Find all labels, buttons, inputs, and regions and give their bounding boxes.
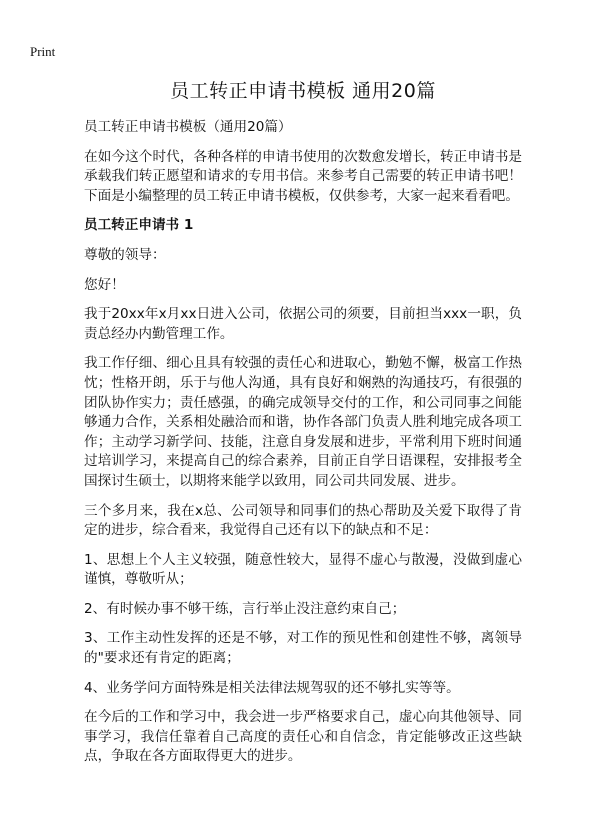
print-link[interactable]: Print — [30, 44, 56, 59]
body-paragraph: 在今后的工作和学习中，我会进一步严格要求自己，虚心向其他领导、同事学习，我信任靠着自己高度的责任心和自信念，肯定能够改正这些缺点，争取在各方面取得更大的进步。 — [84, 709, 522, 765]
salutation: 尊敬的领导： — [84, 246, 166, 263]
body-paragraph: 我工作仔细、细心且具有较强的责任心和进取心，勤勉不懈，极富工作热忱；性格开朗，乐于与他人沟通，具有良好和娴熟的沟通技巧，有很强的团队协作实力；责任感强，的确完成领导交付的工作，和公司同事之间能够通力合作，关系相处融洽而和谐，协作各部门负责人胜利地完成各项工作；主动学习新学问、技能，注意自身发展和进步，平常利用下班时间通过培训学习，来提高自己的综合素养，目前正自学日语课程，安排报考全国探讨生硕士，以期将来能学以致用，同公司共同发展、进步。 — [84, 355, 522, 489]
list-item: 3、工作主动性发挥的还是不够，对工作的预见性和创建性不够，离领导的"要求还有肯定的距离； — [84, 630, 522, 667]
subtitle: 员工转正申请书模板（通用20篇） — [84, 119, 292, 135]
body-paragraph: 三个多月来，我在x总、公司领导和同事们的热心帮助及关爱下取得了肯定的进步，综合看来，我觉得自己还有以下的缺点和不足： — [84, 502, 522, 539]
list-item: 2、有时候办事不够干练，言行举止没注意约束自己； — [84, 600, 406, 617]
document-body — [84, 78, 522, 777]
greeting: 您好！ — [84, 276, 125, 293]
list-item: 4、业务学问方面特殊是相关法律法规驾驭的还不够扎实等等。 — [84, 679, 460, 696]
body-paragraph: 我于20xx年x月xx日进入公司，依据公司的须要，目前担当xxx一职，负责总经办内勤管理工作。 — [84, 306, 522, 342]
list-item: 1、思想上个人主义较强，随意性较大，显得不虚心与散漫，没做到虚心谨慎，尊敬听从； — [84, 551, 522, 588]
section-heading: 员工转正申请书 1 — [84, 217, 194, 234]
document-title: 员工转正申请书模板 通用20篇 — [170, 80, 436, 102]
intro-paragraph: 在如今这个时代，各种各样的申请书使用的次数愈发增长，转正申请书是承载我们转正愿望和请求的专用书信。来参考自己需要的转正申请书吧！下面是小编整理的员工转正申请书模板，仅供参考，大家一起来看看吧。 — [84, 148, 522, 204]
